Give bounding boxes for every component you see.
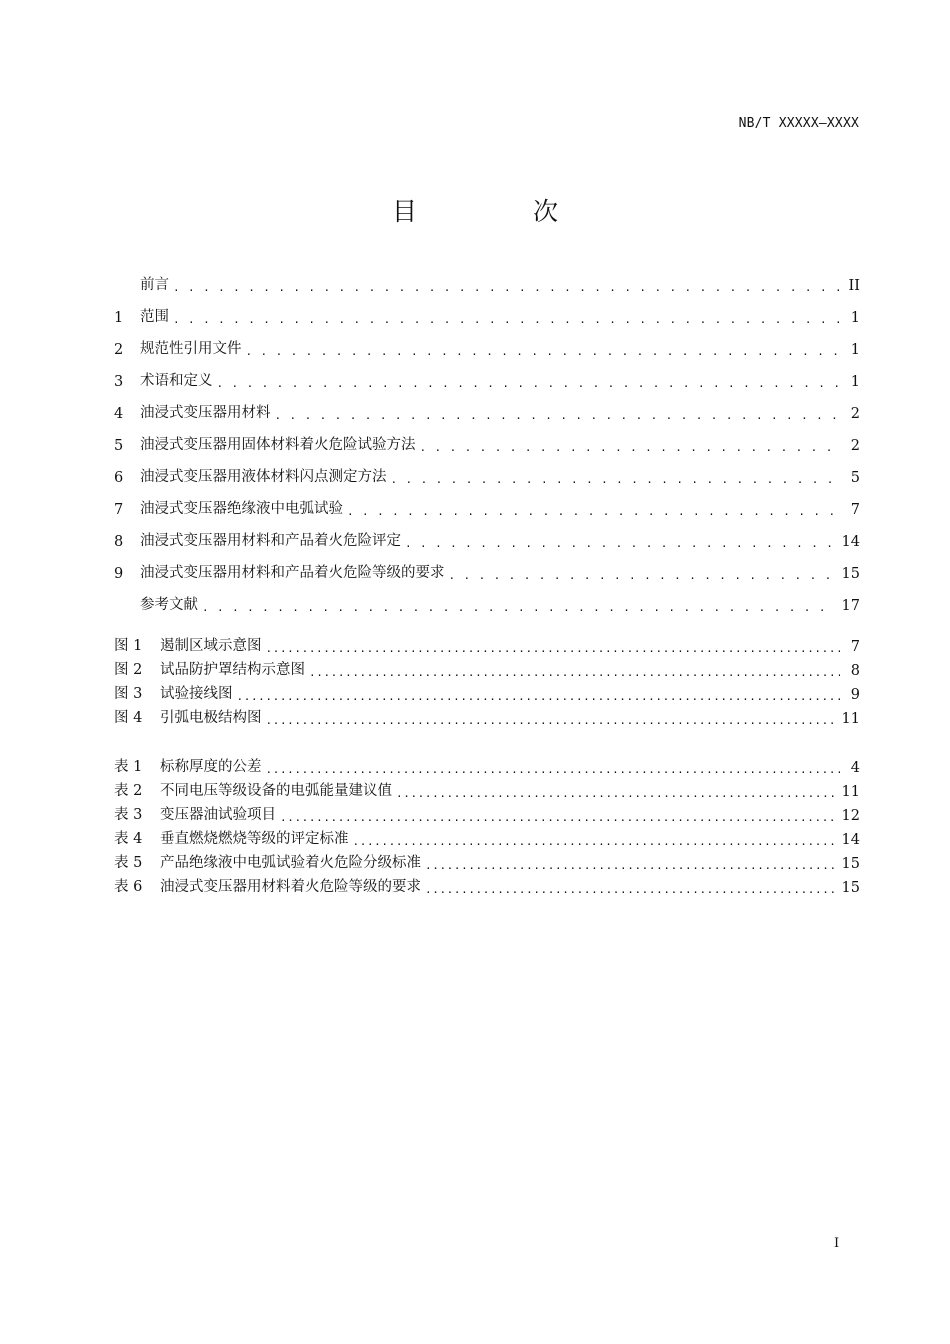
toc-entry[interactable]: [114, 872, 860, 896]
toc-entry[interactable]: [114, 358, 860, 390]
toc-entry-number: 1: [114, 310, 124, 326]
toc-entry-number: 6: [114, 470, 124, 486]
toc-entry-title: 变压器油试验项目: [160, 807, 276, 823]
toc-entry[interactable]: [114, 326, 860, 358]
dot-leader: [309, 661, 840, 679]
toc-entry-page: 11: [841, 784, 860, 800]
toc-entry-number: 9: [114, 566, 124, 582]
dot-leader: [173, 276, 840, 294]
dot-leader: [202, 596, 836, 614]
toc-entry-title: 垂直燃烧燃烧等级的评定标准: [160, 831, 349, 847]
toc-entry[interactable]: [114, 294, 860, 326]
toc-entry-page: 7: [850, 502, 860, 518]
toc-entry[interactable]: [114, 631, 860, 655]
toc-entry-page: 9: [850, 687, 860, 703]
toc-entry-number: 图 1: [114, 638, 143, 654]
toc-entry-title: 试品防护罩结构示意图: [160, 662, 305, 678]
dot-leader: [425, 854, 836, 872]
toc-entry-number: 3: [114, 374, 124, 390]
dot-leader: [420, 436, 841, 454]
toc-entry[interactable]: [114, 703, 860, 727]
dot-leader: [425, 878, 836, 896]
toc-entry-number: 图 3: [114, 686, 143, 702]
toc-entry-number: 7: [114, 502, 124, 518]
toc-entry-title: 前言: [140, 277, 169, 293]
toc-entry-page: 15: [841, 856, 860, 872]
toc-entry[interactable]: [114, 454, 860, 486]
dot-leader: [266, 709, 836, 727]
toc-entry-title: 油浸式变压器用材料和产品着火危险等级的要求: [140, 565, 445, 581]
toc-entry[interactable]: [114, 262, 860, 294]
toc-entry-title: 标称厚度的公差: [160, 759, 262, 775]
page-title: 目 次: [392, 197, 612, 226]
dot-leader: [237, 685, 841, 703]
toc-entry-number: 图 4: [114, 710, 143, 726]
toc-entry-page: 8: [850, 663, 860, 679]
toc-entry-number: 4: [114, 406, 124, 422]
toc-figures-list: [114, 631, 860, 727]
toc-entry-number: 表 2: [114, 783, 143, 799]
dot-leader: [173, 308, 840, 326]
toc-entry-number: 表 4: [114, 831, 143, 847]
toc-entry-page: 11: [841, 711, 860, 727]
toc-entry[interactable]: [114, 655, 860, 679]
toc-entry-number: 表 3: [114, 807, 143, 823]
toc-entry[interactable]: [114, 848, 860, 872]
toc-entry-title: 油浸式变压器用材料: [140, 405, 271, 421]
dot-leader: [275, 404, 841, 422]
toc-entry-title: 油浸式变压器绝缘液中电弧试验: [140, 501, 343, 517]
toc-entry[interactable]: [114, 390, 860, 422]
dot-leader: [347, 500, 840, 518]
toc-entry-title: 产品绝缘液中电弧试验着火危险分级标准: [160, 855, 421, 871]
dot-leader: [405, 532, 836, 550]
toc-entry-page: 2: [850, 406, 860, 422]
dot-leader: [266, 758, 841, 776]
toc-entry-title: 引弧电极结构图: [160, 710, 262, 726]
toc-entry-title: 范围: [140, 309, 169, 325]
toc-entry-title: 规范性引用文件: [140, 341, 242, 357]
toc-entry[interactable]: [114, 582, 860, 614]
toc-entry[interactable]: [114, 679, 860, 703]
dot-leader: [391, 468, 841, 486]
toc-entry-title: 油浸式变压器用固体材料着火危险试验方法: [140, 437, 416, 453]
toc-entry-page: II: [848, 278, 860, 294]
toc-entry-page: 5: [850, 470, 860, 486]
toc-entry[interactable]: [114, 800, 860, 824]
dot-leader: [217, 372, 841, 390]
toc-entry-page: 1: [850, 374, 860, 390]
toc-entry-page: 15: [841, 566, 860, 582]
document-code: NB/T XXXXX—XXXX: [738, 116, 859, 131]
toc-entry-number: 8: [114, 534, 124, 550]
toc-entry-title: 油浸式变压器用液体材料闪点测定方法: [140, 469, 387, 485]
toc-tables-list: [114, 752, 860, 896]
toc-entry-title: 参考文献: [140, 597, 198, 613]
dot-leader: [280, 806, 836, 824]
toc-entry-page: 14: [841, 534, 860, 550]
toc-entry-number: 表 1: [114, 759, 143, 775]
toc-entry-page: 1: [850, 310, 860, 326]
toc-entry-page: 2: [850, 438, 860, 454]
toc-entry-number: 2: [114, 342, 124, 358]
toc-entry-title: 油浸式变压器用材料着火危险等级的要求: [160, 879, 421, 895]
toc-entry-number: 5: [114, 438, 124, 454]
toc-entry-page: 12: [841, 808, 860, 824]
dot-leader: [266, 637, 841, 655]
toc-entry-page: 4: [850, 760, 860, 776]
toc-entry-page: 14: [841, 832, 860, 848]
toc-entry-title: 试验接线图: [160, 686, 233, 702]
dot-leader: [396, 782, 836, 800]
page-number: I: [834, 1236, 840, 1251]
toc-main-list: [114, 262, 860, 614]
toc-entry-number: 表 6: [114, 879, 143, 895]
toc-entry[interactable]: [114, 550, 860, 582]
toc-entry-page: 7: [850, 639, 860, 655]
toc-entry-page: 1: [850, 342, 860, 358]
toc-entry-title: 油浸式变压器用材料和产品着火危险评定: [140, 533, 401, 549]
dot-leader: [246, 340, 841, 358]
toc-entry[interactable]: [114, 824, 860, 848]
toc-entry-page: 15: [841, 880, 860, 896]
toc-entry[interactable]: [114, 518, 860, 550]
toc-entry[interactable]: [114, 776, 860, 800]
toc-entry-number: 表 5: [114, 855, 143, 871]
toc-entry[interactable]: [114, 486, 860, 518]
dot-leader: [449, 564, 836, 582]
toc-entry[interactable]: [114, 752, 860, 776]
dot-leader: [353, 830, 836, 848]
toc-entry-title: 术语和定义: [140, 373, 213, 389]
toc-entry[interactable]: [114, 422, 860, 454]
toc-entry-number: 图 2: [114, 662, 143, 678]
toc-entry-title: 遏制区域示意图: [160, 638, 262, 654]
toc-entry-page: 17: [841, 598, 860, 614]
toc-entry-title: 不同电压等级设备的电弧能量建议值: [160, 783, 392, 799]
